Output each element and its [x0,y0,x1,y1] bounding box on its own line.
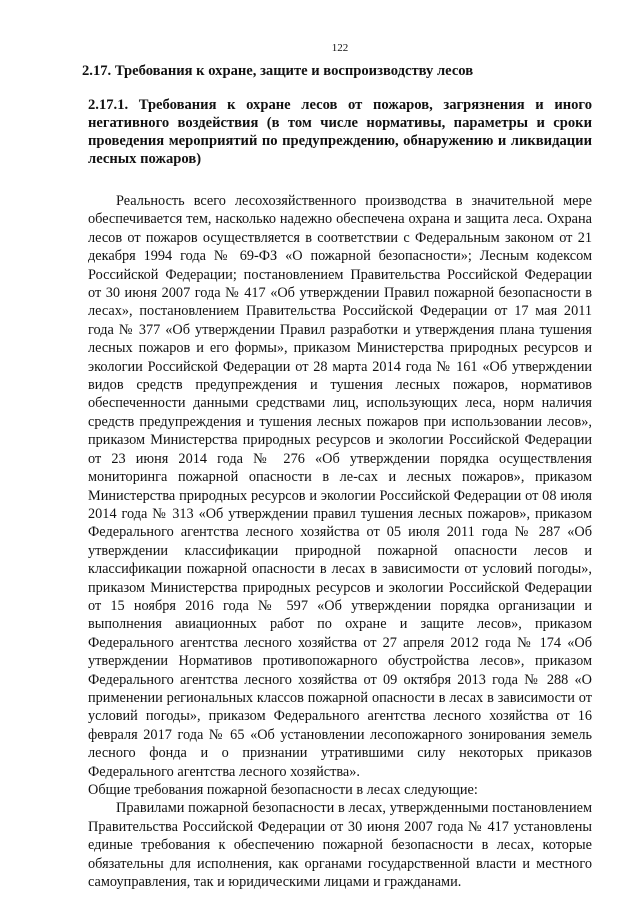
paragraph-2 [88,781,592,799]
paragraph-text: Правилами пожарной безопасности в лесах, утвержденными постановлением Правительства Российской Федерации от 30 июня 2007 года № 417 установлены единые требования к обеспечению пожарной безопасности в лесах, которые обязательны для исполнения, как органами государственной власти и местного самоуправления, так и юридическими лицами и гражданами. [88,800,592,891]
paragraph-text: Общие требования пожарной безопасности в лесах следующие: [88,782,478,798]
section-title [82,62,592,80]
paragraph-text: Реальность всего лесохозяйственного производства в значительной мере обеспечивается тем, насколько надежно обеспечена охрана и защита леса. Охрана лесов от пожаров осуществляется в соответствии с Федеральным законом от 21 декабря 1994 года № 69-ФЗ «О пожарной безопасности»; Лесным кодексом Российской Федерации; постановлением Правительства Российской Федерации от 30 июня 2007 года № 417 «Об утверждении Правил пожарной безопасности в лесах», постановлением Правительства Российской Федерации от 17 мая 2011 года № 377 «Об утверждении Правил разработки и утверждения плана тушения лесных пожаров и его формы», приказом Министерства природных ресурсов и экологии Российской Федерации от 28 марта 2014 года № 161 «Об утверждении видов средств предупреждения и тушения лесных пожаров, нормативов обеспеченности данными средствами лиц, использующих леса, норм наличия средств предупреждения и тушения лесных пожаров при использовании лесов», приказом Министерства природных ресурсов и экологии Российской Федерации от 23 июня 2014 года № 276 «Об утверждении порядка осуществления мониторинга пожарной опасности в ле-сах и лесных пожаров», приказом Министерства природных ресурсов и экологии Российской Федерации от 08 июля 2014 года № 313 «Об утверждении правил тушения лесных пожаров», приказом Федерального агентства лесного хозяйства от 05 июля 2011 года № 287 «Об утверждении классификации природной пожарной опасности лесов и классификации пожарной опасности в лесах в зависимости от условий погоды», приказом Министерства природных ресурсов и экологии Российской Федерации от 15 ноября 2016 года № 597 «Об утверждении порядка организации и выполнения авиационных работ по охране и защите лесов», приказом Федерального агентства лесного хозяйства от 27 апреля 2012 года № 174 «Об утверждении Нормативов противопожарного обустройства лесов», приказом Федерального агентства лесного хозяйства от 09 октября 2013 года № 288 «О применении региональных классов пожарной опасности в лесах в зависимости от условий погоды», приказом Федерального агентства лесного хозяйства от 16 февраля 2017 года № 65 «Об установлении лесопожарного зонирования земель лесного фонда и о признании утратившими силу некоторых приказов Федерального агентства лесного хозяйства». [88,193,592,780]
document-body [82,62,592,891]
paragraph-1 [88,192,592,781]
section-title-text: 2.17. Требования к охране, защите и воспроизводству лесов [82,63,474,79]
page-number: 122 [331,42,349,54]
subsection-title-text: 2.17.1. Требования к охране лесов от пожаров, загрязнения и иного негативного воздействия (в том числе нормативы, параметры и сроки проведения мероприятий по предупреждению, обнаружению и ликвидации лесных пожаров) [88,97,592,167]
paragraph-3 [88,799,592,891]
subsection-title [88,96,592,168]
